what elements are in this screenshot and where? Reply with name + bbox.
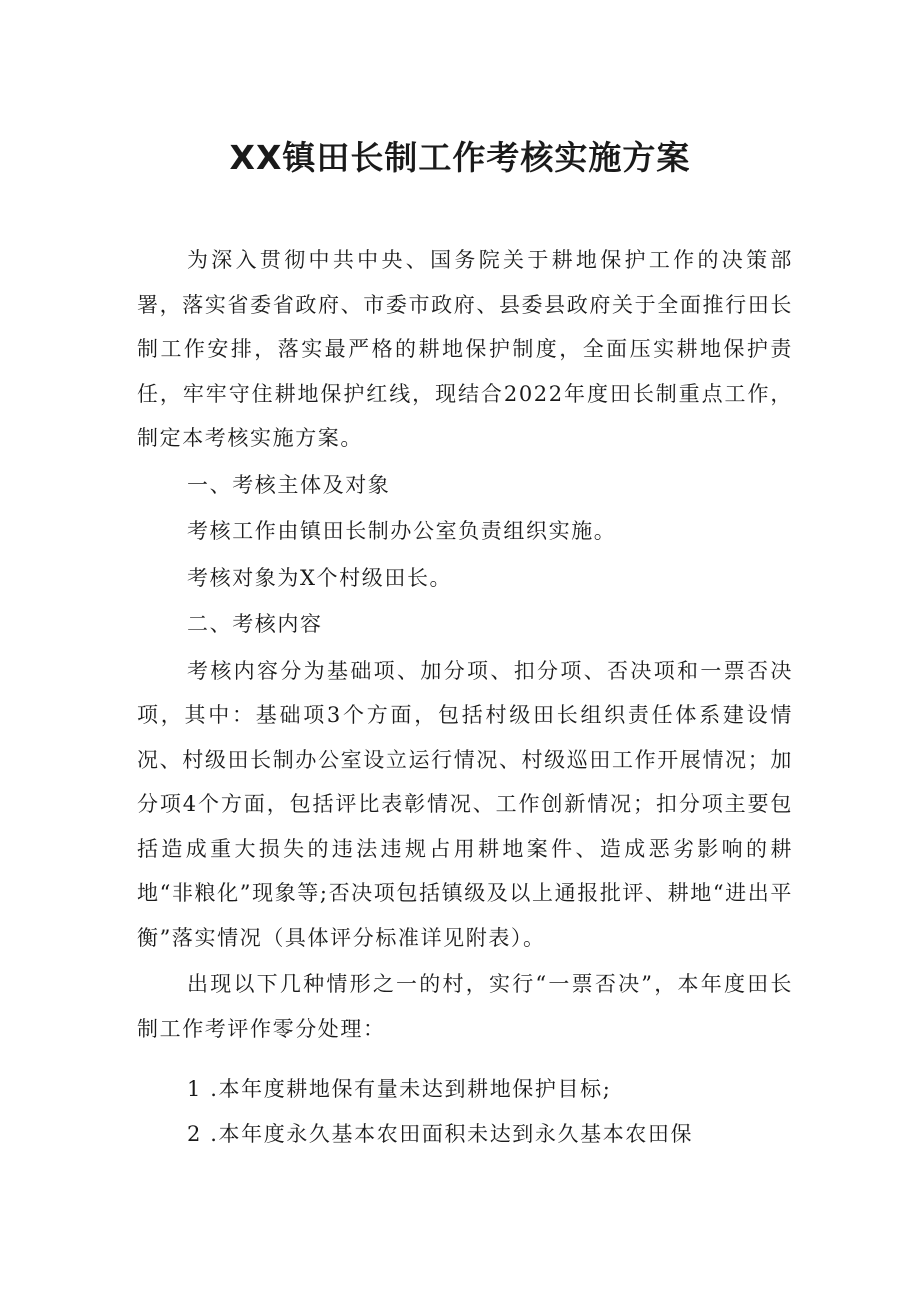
section-heading-subject: 一、考核主体及对象 (187, 472, 391, 497)
list-item: 1 .本年度耕地保有量未达到耕地保护目标; (187, 1077, 612, 1101)
paragraph-organizer: 考核工作由镇田长制办公室负责组织实施。 (187, 519, 617, 543)
paragraph-target: 考核对象为X个村级田长。 (187, 565, 453, 590)
document-title: XX镇田长制工作考核实施方案 (229, 138, 691, 177)
intro-paragraph: 为深入贯彻中共中央、国务院关于耕地保护工作的决策部署，落实省委省政府、市委市政府、县委县政府关于全面推行田长制工作安排，落实最严格的耕地保护制度，全面压实耕地保护责任，牢牢守住耕地保护红线，现结合2022年度田长制重点工作，制定本考核实施方案。 (137, 248, 793, 450)
paragraph-content-detail: 考核内容分为基础项、加分项、扣分项、否决项和一票否决项，其中：基础项3个方面，包括村级田长组织责任体系建设情况、村级田长制办公室设立运行情况、村级巡田工作开展情况；加分项4个方面，包括评比表彰情况、工作创新情况；扣分项主要包括造成重大损失的违法违规占用耕地案件、造成恶劣影响的耕地“非粮化”现象等;否决项包括镇级及以上通报批评、耕地“进出平衡”落实情况（具体评分标准详见附表）。 (137, 658, 793, 950)
section-heading-content: 二、考核内容 (187, 612, 323, 636)
paragraph-veto-intro: 出现以下几种情形之一的村，实行“一票否决”，本年度田长制工作考评作零分处理： (137, 972, 793, 1041)
list-item: 2 .本年度永久基本农田面积未达到永久基本农田保 (187, 1121, 694, 1146)
document-body (137, 238, 793, 1156)
